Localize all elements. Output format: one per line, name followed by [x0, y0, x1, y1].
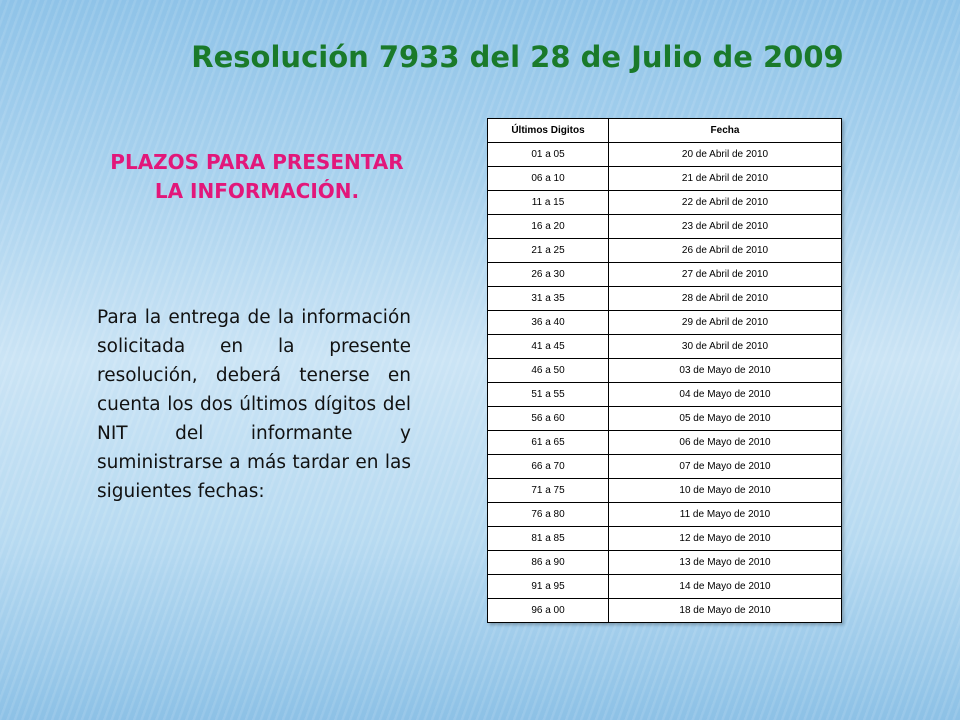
- body-paragraph: Para la entrega de la información solicitada en la presente resolución, deberá tenerse en cuenta los dos últimos dígitos del NIT del informante y suministrarse a más tardar en las siguientes fechas:: [97, 307, 411, 502]
- table-row: [488, 551, 842, 575]
- digits-cell: 26 a 30: [488, 263, 609, 287]
- digits-cell: 71 a 75: [488, 479, 609, 503]
- table-row: [488, 575, 842, 599]
- table-row: [488, 335, 842, 359]
- table-row: [488, 263, 842, 287]
- date-cell: 18 de Mayo de 2010: [609, 599, 842, 623]
- digits-cell: 46 a 50: [488, 359, 609, 383]
- table-row: [488, 383, 842, 407]
- date-cell: 04 de Mayo de 2010: [609, 383, 842, 407]
- digits-cell: 76 a 80: [488, 503, 609, 527]
- date-cell: 11 de Mayo de 2010: [609, 503, 842, 527]
- column-header-date: Fecha: [609, 119, 842, 143]
- date-cell: 21 de Abril de 2010: [609, 167, 842, 191]
- date-cell: 12 de Mayo de 2010: [609, 527, 842, 551]
- table-row: [488, 167, 842, 191]
- digits-cell: 21 a 25: [488, 239, 609, 263]
- deadlines-table: [487, 118, 842, 623]
- date-cell: 07 de Mayo de 2010: [609, 455, 842, 479]
- table-row: [488, 239, 842, 263]
- column-header-digits: Últimos Digitos: [488, 119, 609, 143]
- table-row: [488, 215, 842, 239]
- digits-cell: 61 a 65: [488, 431, 609, 455]
- digits-cell: 56 a 60: [488, 407, 609, 431]
- digits-cell: 16 a 20: [488, 215, 609, 239]
- date-cell: 03 de Mayo de 2010: [609, 359, 842, 383]
- date-cell: 13 de Mayo de 2010: [609, 551, 842, 575]
- table-row: [488, 311, 842, 335]
- table-header-row: [488, 119, 842, 143]
- digits-cell: 36 a 40: [488, 311, 609, 335]
- date-cell: 22 de Abril de 2010: [609, 191, 842, 215]
- digits-cell: 01 a 05: [488, 143, 609, 167]
- table-row: [488, 143, 842, 167]
- table-body: [488, 143, 842, 623]
- digits-cell: 41 a 45: [488, 335, 609, 359]
- digits-cell: 11 a 15: [488, 191, 609, 215]
- table-row: [488, 599, 842, 623]
- date-cell: 05 de Mayo de 2010: [609, 407, 842, 431]
- date-cell: 28 de Abril de 2010: [609, 287, 842, 311]
- table-row: [488, 479, 842, 503]
- digits-cell: 51 a 55: [488, 383, 609, 407]
- table-row: [488, 503, 842, 527]
- table-row: [488, 431, 842, 455]
- table-row: [488, 455, 842, 479]
- date-cell: 29 de Abril de 2010: [609, 311, 842, 335]
- date-cell: 14 de Mayo de 2010: [609, 575, 842, 599]
- date-cell: 26 de Abril de 2010: [609, 239, 842, 263]
- slide-title: Resolución 7933 del 28 de Julio de 2009: [191, 40, 844, 74]
- table-row: [488, 359, 842, 383]
- date-cell: 20 de Abril de 2010: [609, 143, 842, 167]
- digits-cell: 81 a 85: [488, 527, 609, 551]
- digits-cell: 31 a 35: [488, 287, 609, 311]
- digits-cell: 66 a 70: [488, 455, 609, 479]
- digits-cell: 91 a 95: [488, 575, 609, 599]
- table-row: [488, 527, 842, 551]
- table-row: [488, 287, 842, 311]
- date-cell: 06 de Mayo de 2010: [609, 431, 842, 455]
- digits-cell: 06 a 10: [488, 167, 609, 191]
- table-row: [488, 191, 842, 215]
- date-cell: 30 de Abril de 2010: [609, 335, 842, 359]
- date-cell: 27 de Abril de 2010: [609, 263, 842, 287]
- digits-cell: 96 a 00: [488, 599, 609, 623]
- digits-cell: 86 a 90: [488, 551, 609, 575]
- date-cell: 23 de Abril de 2010: [609, 215, 842, 239]
- section-heading: PLAZOS PARA PRESENTAR LA INFORMACIÓN.: [110, 150, 404, 203]
- date-cell: 10 de Mayo de 2010: [609, 479, 842, 503]
- table-row: [488, 407, 842, 431]
